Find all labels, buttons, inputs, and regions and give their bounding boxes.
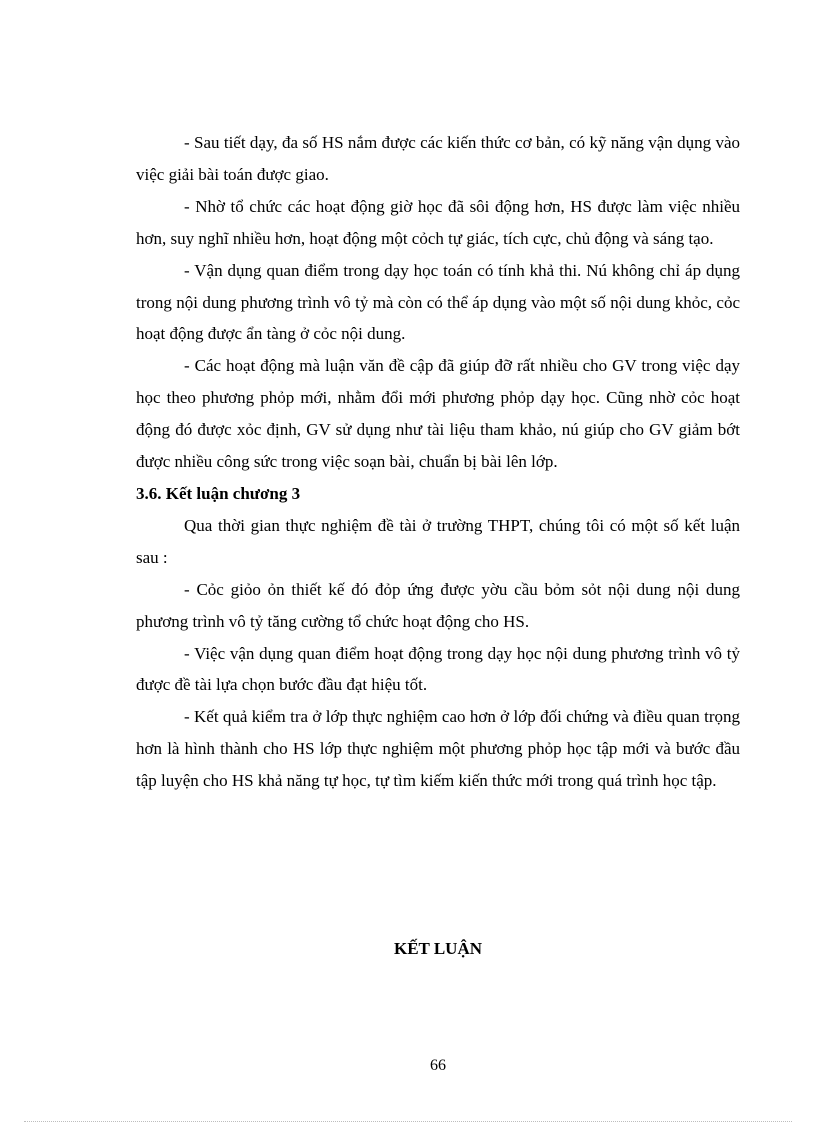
- paragraph-result-1: - Sau tiết dạy, đa số HS nắm được các kiến thức cơ bản, có kỹ năng vận dụng vào việc giải bài toán được giao.: [136, 133, 740, 184]
- body-text: [136, 127, 740, 797]
- page-bottom-divider: [24, 1121, 792, 1122]
- page-number: 66: [430, 1057, 446, 1074]
- conclusion-item-2: - Việc vận dụng quan điểm hoạt động trong dạy học nội dung phương trình vô tỷ được đề tài lựa chọn bước đầu đạt hiệu tốt.: [136, 643, 740, 695]
- section-heading: 3.6. Kết luận chương 3: [136, 483, 301, 503]
- conclusion-item-1: - Cỏc giỏo ỏn thiết kế đó đỏp ứng được yờu cầu bỏm sỏt nội dung nội dung phương trình vô tỷ tăng cường tổ chức hoạt động cho HS.: [136, 579, 740, 631]
- chapter-title: KẾT LUẬN: [393, 939, 482, 958]
- conclusion-intro: Qua thời gian thực nghiệm đề tài ở trường THPT, chúng tôi có một số kết luận sau :: [136, 515, 740, 567]
- conclusion-item-3: - Kết quả kiểm tra ở lớp thực nghiệm cao hơn ở lớp đối chứng và điều quan trọng hơn là hình thành cho HS lớp thực nghiệm một phương phỏp học tập mới và bước đầu tập luyện cho HS khả năng tự học, tự tìm kiếm kiến thức mới trong quá trình học tập.: [136, 707, 740, 791]
- paragraph-result-3: - Vận dụng quan điểm trong dạy học toán có tính khả thi. Nú không chỉ áp dụng trong nội dung phương trình vô tỷ mà còn có thể áp dụng vào một số nội dung khỏc, cỏc hoạt động được ẩn tàng ở cỏc nội dung.: [136, 260, 740, 344]
- paragraph-result-4: - Các hoạt động mà luận văn đề cập đã giúp đỡ rất nhiều cho GV trong việc dạy học theo phương phỏp mới, nhằm đổi mới phương phỏp dạy học. Cũng nhờ cỏc hoạt động đó được xỏc định, GV sử dụng như tài liệu tham khảo, nú giúp cho GV giảm bớt được nhiều công sức trong việc soạn bài, chuẩn bị bài lên lớp.: [136, 356, 740, 472]
- paragraph-result-2: - Nhờ tổ chức các hoạt động giờ học đã sôi động hơn, HS được làm việc nhiều hơn, suy nghĩ nhiều hơn, hoạt động một cỏch tự giác, tích cực, chủ động và sáng tạo.: [136, 196, 740, 248]
